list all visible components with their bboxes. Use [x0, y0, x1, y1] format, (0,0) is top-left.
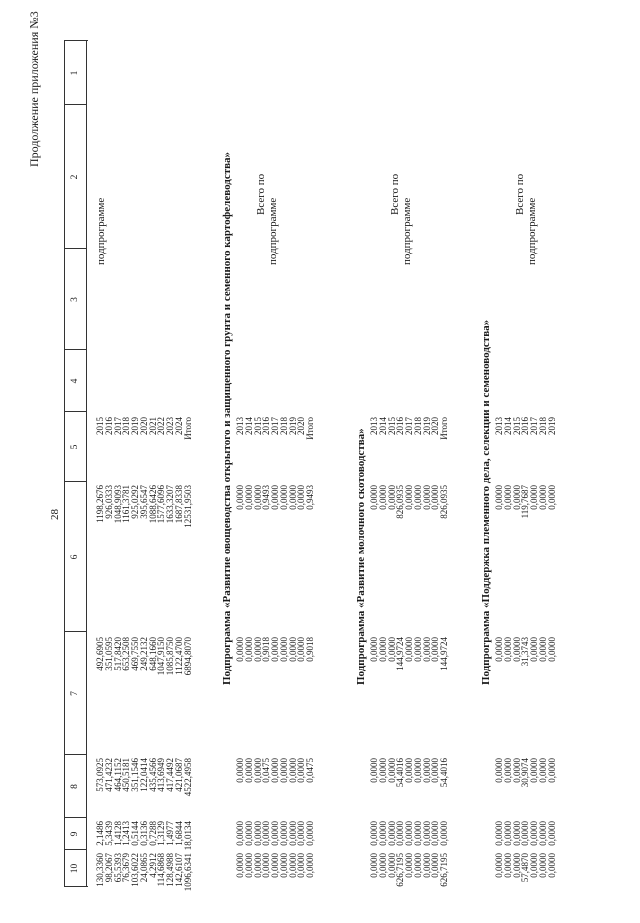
cell-2-6-c7: 0,0000 [421, 637, 432, 662]
cell-2-1-c6: 0,0000 [377, 485, 388, 510]
block-label-1-1: подпрограмме [267, 197, 279, 265]
cell-1-2-c10: 0,0000 [252, 853, 263, 878]
cell-0-7-c8: 413,6949 [156, 758, 167, 792]
cell-2-7-c8: 0,0000 [430, 758, 441, 783]
cell-0-3-c7: 653,2508 [121, 637, 132, 671]
cell-2-3-c6: 826,0935 [395, 485, 406, 519]
cell-0-9-c7: 1122,4700 [173, 637, 184, 675]
header-cell-7: 7 [70, 691, 80, 696]
cell-1-2-c7: 0,0000 [252, 637, 263, 662]
cell-3-6-c7: 0,0000 [546, 637, 557, 662]
cell-1-0-c8: 0,0000 [235, 758, 245, 783]
cell-3-3-year: 2016 [520, 417, 531, 435]
cell-1-1-c10: 0,0000 [243, 853, 254, 878]
cell-0-3-c6: 1161,3781 [121, 485, 132, 523]
cell-0-3-c10: 76,3679 [121, 853, 132, 883]
cell-2-6-year: 2019 [421, 417, 432, 435]
header-cell-3: 3 [70, 297, 80, 302]
cell-0-8-c10: 128,4988 [165, 853, 175, 887]
cell-2-7-c10: 0,0000 [430, 853, 441, 878]
cell-0-8-c8: 417,4492 [165, 758, 175, 792]
cell-3-5-year: 2018 [537, 417, 548, 435]
cell-1-0-c10: 0,0000 [235, 853, 245, 878]
cell-3-2-year: 2015 [511, 417, 522, 435]
cell-1-1-c6: 0,0000 [243, 485, 254, 510]
cell-3-1-c8: 0,0000 [502, 758, 513, 783]
cell-3-6-year: 2019 [546, 417, 557, 435]
cell-1-3-c7: 0,9018 [261, 637, 272, 662]
cell-2-6-c9: 0,0000 [421, 821, 432, 846]
cell-0-5-year: 2020 [138, 417, 149, 435]
cell-1-6-year: 2019 [287, 417, 298, 435]
cell-3-1-c9: 0,0000 [502, 821, 513, 846]
cell-0-6-year: 2021 [147, 417, 158, 435]
cell-1-3-c9: 0,0000 [261, 821, 272, 846]
cell-0-2-c7: 517,8420 [112, 637, 123, 671]
cell-2-7-c9: 0,0000 [430, 821, 441, 846]
cell-3-0-c8: 0,0000 [494, 758, 504, 783]
cell-2-2-c6: 0,0000 [386, 485, 397, 510]
cell-1-4-year: 2017 [270, 417, 280, 435]
cell-1-8-c9: 0,0000 [305, 821, 315, 846]
cell-1-4-c7: 0,0000 [270, 637, 280, 662]
cell-2-8-c9: 0,0000 [439, 821, 449, 846]
cell-1-3-year: 2016 [261, 417, 272, 435]
cell-0-4-c9: 0,5144 [130, 821, 140, 846]
cell-3-4-c7: 0,0000 [529, 637, 539, 662]
cell-3-4-year: 2017 [529, 417, 539, 435]
cell-2-5-c6: 0,0000 [412, 485, 423, 510]
cell-3-2-c6: 0,0000 [511, 485, 522, 510]
header-top-border [64, 41, 65, 887]
cell-1-7-c8: 0,0000 [296, 758, 307, 783]
cell-2-8-c10: 626,7195 [439, 853, 449, 887]
cell-0-4-c10: 103,6022 [130, 853, 140, 887]
cell-1-8-year: Итого [305, 417, 315, 440]
cell-2-4-c9: 0,0000 [404, 821, 414, 846]
cell-2-4-c10: 0,0000 [404, 853, 414, 878]
cell-3-2-c7: 0,0000 [511, 637, 522, 662]
cell-0-10-c6: 12531,9503 [182, 485, 193, 528]
cell-2-3-year: 2016 [395, 417, 406, 435]
cell-0-2-c10: 65,5393 [112, 853, 123, 883]
cell-3-1-year: 2014 [502, 417, 513, 435]
cell-0-3-year: 2018 [121, 417, 132, 435]
cell-2-4-c6: 0,0000 [404, 485, 414, 510]
cell-1-3-c10: 0,0000 [261, 853, 272, 878]
cell-0-5-c6: 395,6547 [138, 485, 149, 519]
cell-3-2-c8: 0,0000 [511, 758, 522, 783]
cell-1-6-c7: 0,0000 [287, 637, 298, 662]
cell-0-7-c10: 114,6868 [156, 853, 167, 887]
cell-0-4-year: 2019 [130, 417, 140, 435]
header-cell-5: 5 [70, 444, 80, 450]
cell-1-5-c9: 0,0000 [278, 821, 289, 846]
cell-2-1-c7: 0,0000 [377, 637, 388, 662]
appendix-title: Продолжение приложения №3 [27, 11, 41, 167]
cell-0-7-c7: 1047,9150 [156, 637, 167, 676]
block-label-3-1: подпрограмме [526, 197, 538, 265]
cell-0-9-year: 2024 [173, 417, 184, 435]
cell-1-0-c9: 0,0000 [235, 821, 245, 846]
cell-1-3-c8: 0,0475 [261, 758, 272, 783]
cell-3-6-c8: 0,0000 [546, 758, 557, 783]
cell-1-8-c6: 0,9493 [305, 485, 315, 510]
cell-2-6-c6: 0,0000 [421, 485, 432, 510]
cell-1-4-c9: 0,0000 [270, 821, 280, 846]
cell-2-2-c9: 0,0000 [386, 821, 397, 846]
cell-2-8-c6: 826,0935 [439, 485, 449, 519]
cell-0-2-c6: 1048,9093 [112, 485, 123, 524]
cell-0-7-c9: 1,3129 [156, 821, 167, 846]
cell-2-0-c8: 0,0000 [369, 758, 379, 783]
page-number: 28 [49, 509, 61, 520]
cell-0-8-c6: 1633,3207 [165, 485, 175, 524]
header-cell-2: 2 [70, 174, 80, 180]
cell-1-7-c7: 0,0000 [296, 637, 307, 662]
cell-2-3-c8: 54,4016 [395, 758, 406, 788]
cell-2-2-c8: 0,0000 [386, 758, 397, 783]
cell-0-1-c10: 98,2067 [103, 853, 114, 883]
cell-0-1-c8: 471,4232 [103, 758, 114, 792]
cell-3-0-c9: 0,0000 [494, 821, 504, 846]
cell-2-1-c9: 0,0000 [377, 821, 388, 846]
cell-2-5-c7: 0,0000 [412, 637, 423, 662]
cell-3-1-c6: 0,0000 [502, 485, 513, 510]
cell-3-5-c7: 0,0000 [537, 637, 548, 662]
cell-1-3-c6: 0,9493 [261, 485, 272, 510]
cell-0-4-c6: 925,0292 [130, 485, 140, 519]
cell-1-6-c9: 0,0000 [287, 821, 298, 846]
cell-0-9-c6: 1687,8338 [173, 485, 184, 524]
cell-3-5-c6: 0,0000 [537, 485, 548, 510]
cell-1-4-c8: 0,0000 [270, 758, 280, 783]
cell-0-2-c9: 1,4128 [112, 821, 123, 846]
cell-1-5-c7: 0,0000 [278, 637, 289, 662]
cell-1-1-c7: 0,0000 [243, 637, 254, 662]
cell-2-5-c9: 0,0000 [412, 821, 423, 846]
cell-0-9-c9: 1,6844 [173, 821, 184, 846]
cell-0-3-c8: 450,5181 [121, 758, 132, 792]
cell-3-4-c10: 0,0000 [529, 853, 539, 878]
cell-1-7-year: 2020 [296, 417, 307, 435]
cell-0-6-c6: 1088,6426 [147, 485, 158, 524]
cell-1-6-c8: 0,0000 [287, 758, 298, 783]
cell-0-1-c6: 926,0333 [103, 485, 114, 519]
cell-0-5-c10: 24,0865 [138, 853, 149, 883]
cell-2-2-c7: 0,0000 [386, 637, 397, 662]
cell-3-4-c6: 0,0000 [529, 485, 539, 510]
block-title-2: Подпрограмма «Развитие молочного скотоводства» [355, 428, 367, 685]
cell-0-10-c8: 4522,4958 [182, 758, 193, 797]
cell-2-4-c7: 0,0000 [404, 637, 414, 662]
cell-2-6-c8: 0,0000 [421, 758, 432, 783]
cell-3-0-c10: 0,0000 [494, 853, 504, 878]
header-bottom-border [86, 41, 87, 887]
cell-0-1-c9: 5,3439 [103, 821, 114, 846]
cell-1-4-c10: 0,0000 [270, 853, 280, 878]
cell-0-2-year: 2017 [112, 417, 123, 435]
cell-2-2-year: 2015 [386, 417, 397, 435]
cell-3-3-c7: 31,3743 [520, 637, 531, 667]
cell-0-4-c7: 469,7550 [130, 637, 140, 671]
cell-3-3-c8: 30,9074 [520, 758, 531, 788]
cell-3-4-c8: 0,0000 [529, 758, 539, 783]
cell-0-6-c9: 0,7288 [147, 821, 158, 846]
cell-2-8-c7: 144,9724 [439, 637, 449, 671]
cell-1-0-year: 2013 [235, 417, 245, 435]
cell-2-6-c10: 0,0000 [421, 853, 432, 878]
cell-3-6-c10: 0,0000 [546, 853, 557, 878]
cell-2-0-c9: 0,0000 [369, 821, 379, 846]
cell-3-1-c10: 0,0000 [502, 853, 513, 878]
cell-1-1-c9: 0,0000 [243, 821, 254, 846]
block-title-1: Подпрограмма «Развитие овощеводства открытого и защищенного грунта и семенного картофелеводства» [221, 151, 233, 685]
cell-3-5-c9: 0,0000 [537, 821, 548, 846]
cell-2-8-year: Итого [439, 417, 449, 440]
cell-1-2-year: 2015 [252, 417, 263, 435]
cell-0-6-c8: 435,4566 [147, 758, 158, 792]
cell-1-6-c10: 0,0000 [287, 853, 298, 878]
cell-0-6-c10: 4,2912 [147, 853, 158, 878]
cell-0-7-year: 2022 [156, 417, 167, 435]
cell-0-0-c6: 1198,2676 [95, 485, 105, 523]
cell-2-4-c8: 0,0000 [404, 758, 414, 783]
cell-3-5-c8: 0,0000 [537, 758, 548, 783]
cell-2-0-c7: 0,0000 [369, 637, 379, 662]
cell-1-0-c7: 0,0000 [235, 637, 245, 662]
cell-2-8-c8: 54,4016 [439, 758, 449, 788]
cell-2-0-year: 2013 [369, 417, 379, 435]
cell-2-3-c10: 626,7195 [395, 853, 406, 887]
cell-0-8-c9: 1,4977 [165, 821, 175, 846]
cell-1-2-c8: 0,0000 [252, 758, 263, 783]
cell-0-10-year: Итого [182, 417, 193, 440]
cell-0-1-year: 2016 [103, 417, 114, 435]
cell-0-0-c8: 573,0925 [95, 758, 105, 792]
cell-3-3-c9: 0,0000 [520, 821, 531, 846]
header-cell-1: 1 [70, 70, 80, 76]
cell-0-0-c7: 492,6905 [95, 637, 105, 671]
block-label-2-1: подпрограмме [401, 197, 413, 265]
cell-0-10-c9: 18,0134 [182, 821, 193, 851]
cell-1-8-c10: 0,0000 [305, 853, 315, 878]
header-cell-8: 8 [70, 784, 80, 789]
cell-2-7-c7: 0,0000 [430, 637, 441, 662]
cell-1-1-c8: 0,0000 [243, 758, 254, 783]
cell-2-4-year: 2017 [404, 417, 414, 435]
header-cell-4: 4 [70, 378, 80, 384]
cell-1-8-c8: 0,0475 [305, 758, 315, 783]
cell-0-9-c8: 421,0687 [173, 758, 184, 792]
cell-2-1-c10: 0,0000 [377, 853, 388, 878]
cell-1-1-year: 2014 [243, 417, 254, 435]
block-title-3: Подпрограмма «Поддержка племенного дела, селекции и семеноводства» [480, 319, 492, 685]
cell-0-4-c8: 351,1546 [130, 758, 140, 792]
cell-0-9-c10: 142,6107 [173, 853, 184, 887]
cell-2-0-c10: 0,0000 [369, 853, 379, 878]
cell-2-0-c6: 0,0000 [369, 485, 379, 510]
cell-1-2-c6: 0,0000 [252, 485, 263, 510]
cell-3-1-c7: 0,0000 [502, 637, 513, 662]
block-label-3-0: Всего по [514, 173, 526, 215]
cell-0-5-c8: 122,0414 [138, 758, 149, 792]
cell-0-10-c7: 6894,8070 [182, 637, 193, 676]
cell-0-8-year: 2023 [165, 417, 175, 435]
cell-3-3-c10: 57,4870 [520, 853, 531, 883]
cell-1-5-c10: 0,0000 [278, 853, 289, 878]
block-label-0-0: подпрограмме [95, 197, 107, 265]
cell-1-8-c7: 0,9018 [305, 637, 315, 662]
cell-2-3-c7: 144,9724 [395, 637, 406, 671]
header-cell-6: 6 [70, 554, 80, 560]
cell-1-5-year: 2018 [278, 417, 289, 435]
cell-0-0-c10: 130,3360 [95, 853, 105, 887]
cell-3-2-c10: 0,0000 [511, 853, 522, 878]
cell-1-7-c10: 0,0000 [296, 853, 307, 878]
cell-0-2-c8: 464,1152 [112, 758, 123, 792]
header-cell-10: 10 [70, 863, 80, 874]
cell-3-3-c6: 119,7687 [520, 485, 531, 519]
cell-1-7-c9: 0,0000 [296, 821, 307, 846]
cell-0-5-c9: 0,3136 [138, 821, 149, 846]
cell-2-5-c10: 0,0000 [412, 853, 423, 878]
cell-2-5-year: 2018 [412, 417, 423, 435]
cell-0-0-year: 2015 [95, 417, 105, 435]
header-cell-9: 9 [70, 831, 80, 837]
cell-0-10-c10: 1096,6341 [182, 853, 193, 892]
cell-3-5-c10: 0,0000 [537, 853, 548, 878]
cell-2-5-c8: 0,0000 [412, 758, 423, 783]
cell-3-6-c6: 0,0000 [546, 485, 557, 510]
cell-0-8-c7: 1085,8750 [165, 637, 175, 676]
cell-2-3-c9: 0,0000 [395, 821, 406, 846]
cell-2-7-c6: 0,0000 [430, 485, 441, 510]
cell-3-0-year: 2013 [494, 417, 504, 435]
cell-1-6-c6: 0,0000 [287, 485, 298, 510]
cell-1-4-c6: 0,0000 [270, 485, 280, 510]
cell-0-1-c7: 351,0595 [103, 637, 114, 671]
cell-1-0-c6: 0,0000 [235, 485, 245, 510]
cell-2-1-year: 2014 [377, 417, 388, 435]
cell-2-2-c10: 0,0000 [386, 853, 397, 878]
cell-0-6-c7: 648,1660 [147, 637, 158, 671]
cell-1-7-c6: 0,0000 [296, 485, 307, 510]
block-label-1-0: Всего по [255, 173, 267, 215]
cell-3-4-c9: 0,0000 [529, 821, 539, 846]
cell-2-1-c8: 0,0000 [377, 758, 388, 783]
cell-3-0-c6: 0,0000 [494, 485, 504, 510]
cell-1-5-c6: 0,0000 [278, 485, 289, 510]
cell-0-5-c7: 249,2132 [138, 637, 149, 671]
cell-1-5-c8: 0,0000 [278, 758, 289, 783]
block-label-2-0: Всего по [389, 173, 401, 215]
cell-3-2-c9: 0,0000 [511, 821, 522, 846]
cell-1-2-c9: 0,0000 [252, 821, 263, 846]
cell-0-0-c9: 2,1486 [95, 821, 105, 846]
cell-3-0-c7: 0,0000 [494, 637, 504, 662]
cell-0-3-c9: 1,2413 [121, 821, 132, 846]
cell-0-7-c6: 1577,6096 [156, 485, 167, 524]
cell-2-7-year: 2020 [430, 417, 441, 435]
cell-3-6-c9: 0,0000 [546, 821, 557, 846]
